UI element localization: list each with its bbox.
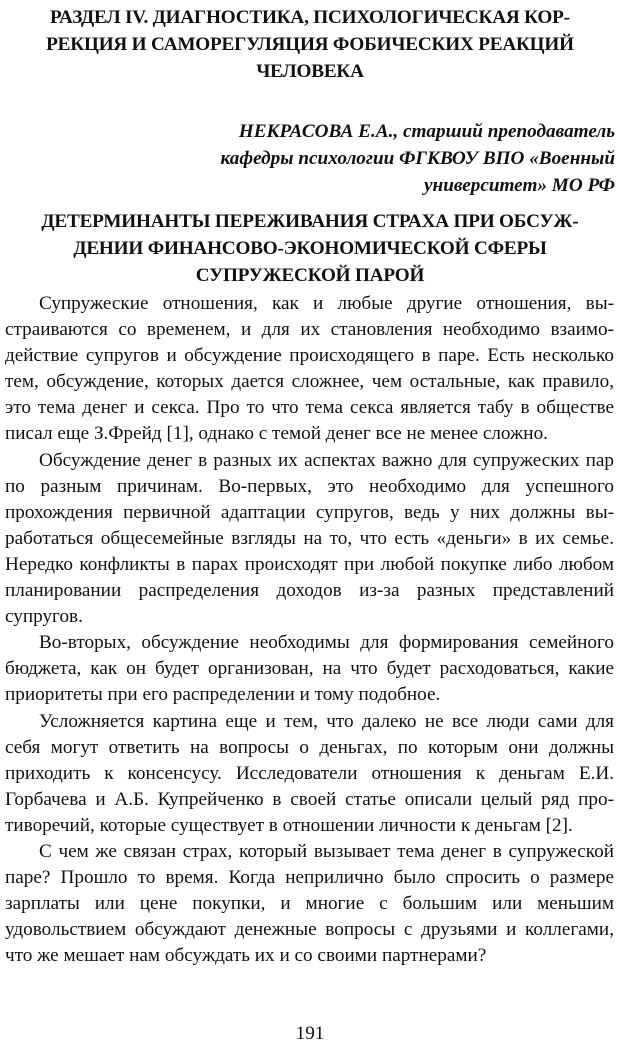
author-affiliation: НЕКРАСОВА Е.А., старший преподаватель кафедры психологии ФГКВОУ ВПО «Военный университет» МО РФ	[220, 121, 615, 196]
article-title: ДЕТЕРМИНАНТЫ ПЕРЕЖИВАНИЯ СТРАХА ПРИ ОБСУЖДЕНИИ ФИНАНСОВО-ЭКОНОМИЧЕСКОЙ СФЕРЫ СУПРУЖЕСКОЙ ПАРОЙ	[41, 211, 579, 286]
body-paragraph: Усложняется картина еще и тем, что далеко не все люди сами для себя могут ответить на вопросы о деньгах, по которым они должны приходить к консенсусу. Исследователи отношения к деньгам Е.И. Горбачева и А.Б. Купрейченко в своей статье описали целый ряд противоречий, которые существует в отношении личности к деньгам [2].	[5, 710, 614, 836]
body-paragraph: Во-вторых, обсуждение необходимы для формирования семейного бюджета, как он будет организован, на что будет расходоваться, какие приоритеты при его распределении и тому подобное.	[5, 632, 614, 706]
body-paragraph: С чем же связан страх, который вызывает тема денег в супружеской паре? Прошло то время. Когда неприлично было спросить о размере зарплаты или цене покупки, и многие с большим или меньшим удовольствием обсуждают денежные вопросы с друзьями и коллегами, что же мешает нам обсуждать их и со своими партнерами?	[5, 840, 614, 967]
body-paragraph: Супружеские отношения, как и любые другие отношения, выстраиваются со временем, и для их становления необходимо взаимодействие супругов и обсуждение происходящего в паре. Есть несколько тем, обсуждение, которых дается сложнее, чем остальные, как правило, это тема денег и секса. Про то что тема секса является табу в обществе писал еще З.Фрейд [1], однако с темой денег все не менее сложно.	[5, 293, 614, 445]
body-paragraph: Обсуждение денег в разных их аспектах важно для супружеских пар по разным причинам. Во-первых, это необходимо для успешного прохождения первичной адаптации супругов, ведь у них должны выработаться общесемейные взгляды на то, что есть «деньги» в их семье. Нередко конфликты в парах происходят при любой покупке либо любом планировании распределения доходов из-за разных представлений супругов.	[5, 449, 614, 628]
article-body	[5, 291, 614, 969]
section-heading: РАЗДЕЛ IV. ДИАГНОСТИКА, ПСИХОЛОГИЧЕСКАЯ КОРРЕКЦИЯ И САМОРЕГУЛЯЦИЯ ФОБИЧЕСКИХ РЕАКЦИЙ ЧЕЛОВЕКА	[46, 7, 574, 82]
page-number: 191	[295, 1023, 325, 1044]
